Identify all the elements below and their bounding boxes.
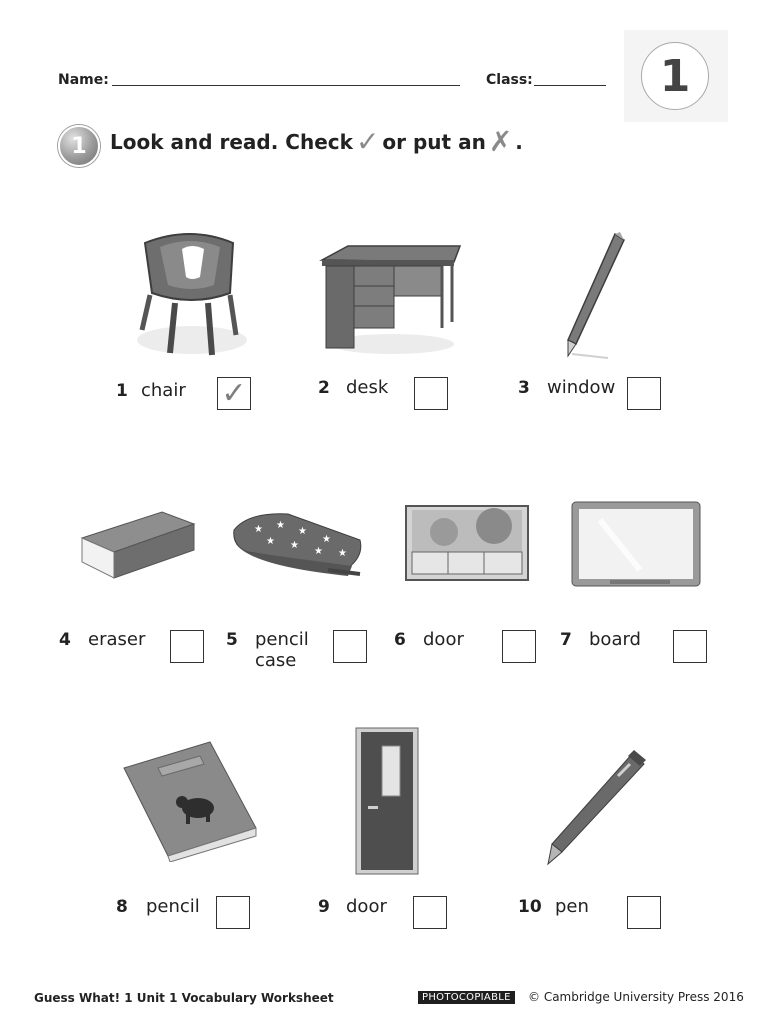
pencil-case-picture [228,504,368,584]
item-6-word: door [423,629,464,650]
item-3-checkbox[interactable] [627,377,661,410]
item-8-number: 8 [116,897,128,917]
door-picture [352,726,424,878]
instruction-text-2: or put an [382,130,486,154]
cross-icon: ✗ [488,125,513,158]
item-1-check-icon: ✓ [221,375,247,411]
item-6-checkbox[interactable] [502,630,536,663]
svg-text:★: ★ [290,540,299,551]
instruction [110,125,523,158]
name-line[interactable] [112,85,460,86]
item-3-word: window [547,377,616,398]
item-4-checkbox[interactable] [170,630,204,663]
item-9-word: door [346,896,387,917]
class-label: Class: [486,72,533,88]
chair-picture [120,215,260,365]
item-3-number: 3 [518,378,530,398]
unit-number: 1 [641,42,709,110]
item-1-checkbox[interactable] [217,377,251,410]
svg-text:★: ★ [338,548,347,559]
copyright: © Cambridge University Press 2016 [528,990,744,1004]
item-2-number: 2 [318,378,330,398]
item-5-checkbox[interactable] [333,630,367,663]
item-10-word: pen [555,896,589,917]
item-7-word: board [589,629,641,650]
photocopiable-badge: PHOTOCOPIABLE [418,991,515,1004]
instruction-end: . [515,130,523,154]
exercise-badge: 1 [58,125,100,167]
desk-picture [318,240,464,358]
item-7-number: 7 [560,630,572,650]
svg-text:★: ★ [276,520,285,531]
pen-picture [540,748,652,868]
window-picture [404,504,530,582]
item-2-word: desk [346,377,389,398]
footer-title: Guess What! 1 Unit 1 Vocabulary Worksheet [34,991,334,1005]
item-8-checkbox[interactable] [216,896,250,929]
item-6-number: 6 [394,630,406,650]
eraser-picture [72,498,202,598]
item-5-word-line2: case [255,650,297,671]
svg-text:★: ★ [254,524,263,535]
item-4-word: eraser [88,629,146,650]
pencil-picture [560,228,640,360]
item-9-checkbox[interactable] [413,896,447,929]
item-10-number: 10 [518,897,542,917]
item-10-checkbox[interactable] [627,896,661,929]
item-1-word: chair [141,380,186,401]
svg-text:★: ★ [298,526,307,537]
item-4-number: 4 [59,630,71,650]
svg-text:★: ★ [322,534,331,545]
notebook-picture [118,738,262,862]
svg-text:★: ★ [266,536,275,547]
item-2-checkbox[interactable] [414,377,448,410]
item-8-word: pencil [146,896,200,917]
check-icon: ✓ [355,125,380,158]
item-9-number: 9 [318,897,330,917]
class-line[interactable] [534,85,606,86]
item-7-checkbox[interactable] [673,630,707,663]
item-5-number: 5 [226,630,238,650]
instruction-text-1: Look and read. Check [110,130,353,154]
item-1-number: 1 [116,381,128,401]
item-5-word: pencil [255,629,309,650]
svg-text:★: ★ [314,546,323,557]
board-picture [570,500,702,590]
name-label: Name: [58,72,109,88]
